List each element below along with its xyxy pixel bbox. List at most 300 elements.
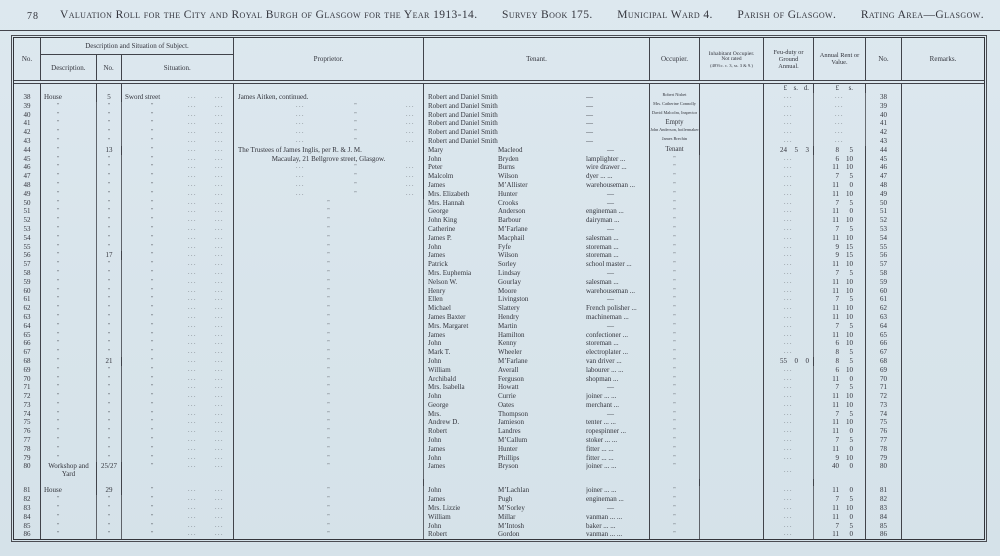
- proprietor-token: ...: [405, 173, 415, 180]
- situation-text: ": [151, 531, 154, 538]
- header-no: No.: [14, 38, 41, 80]
- rent-pounds: 8: [835, 348, 839, 357]
- cell-street-no: ": [97, 260, 122, 269]
- rent-pounds: 11: [832, 216, 839, 225]
- cell-description: House: [41, 93, 97, 102]
- cell-situation: [122, 486, 234, 495]
- cell-street-no: ": [97, 522, 122, 531]
- cell-feu-duty: ...: [764, 454, 814, 463]
- cell-street-no: 25/27: [97, 462, 122, 479]
- tenant-forename: Archibald: [428, 374, 456, 383]
- cell-tenant: [424, 383, 650, 392]
- table-row: [14, 243, 984, 252]
- feu-pence: 3: [805, 145, 809, 154]
- tenant-occupation: vanman ... ...: [586, 512, 623, 521]
- table-row: [14, 216, 984, 225]
- cell-proprietor: ": [234, 313, 424, 322]
- rent-pounds: 9: [835, 242, 839, 251]
- cell-proprietor: [234, 172, 424, 181]
- rent-shillings: 10: [846, 418, 853, 427]
- proprietor-token: ": [354, 164, 357, 171]
- situation-dots: ...: [188, 190, 197, 197]
- cell-proprietor: [234, 163, 424, 172]
- cell-occupier: ": [650, 260, 700, 269]
- tenant-surname: Macphail: [498, 233, 525, 242]
- cell-tenant: [424, 331, 650, 340]
- cell-proprietor: ": [234, 462, 424, 479]
- cell-remarks: [902, 93, 984, 102]
- tenant-occupation: warehouseman ...: [586, 286, 635, 295]
- cell-occupier: ": [650, 199, 700, 208]
- rent-shillings: 5: [849, 495, 853, 504]
- cell-tenant: [424, 278, 650, 287]
- cell-remarks: [902, 216, 984, 225]
- cell-row-no: 46: [14, 163, 41, 172]
- situation-dots: ...: [188, 445, 197, 452]
- cell-situation: [122, 172, 234, 181]
- cell-remarks: [902, 269, 984, 278]
- cell-description: ": [41, 454, 97, 463]
- running-title: [60, 9, 984, 21]
- situation-dots: ...: [215, 261, 224, 268]
- cell-remarks: [902, 504, 984, 513]
- cell-remarks: [902, 251, 984, 260]
- tenant-occupation: stoker ... ...: [586, 436, 618, 445]
- cell-proprietor: [234, 479, 424, 486]
- cell-occupier: ": [650, 383, 700, 392]
- cell-feu-duty: ...: [764, 339, 814, 348]
- rent-shillings: 5: [849, 198, 853, 207]
- cell-row-no-right: 75: [866, 418, 902, 427]
- situation-dots: ...: [188, 120, 197, 127]
- cell-row-no-right: 67: [866, 348, 902, 357]
- table-row: [14, 322, 984, 331]
- cell-description: ": [41, 102, 97, 111]
- table-row: [14, 427, 984, 436]
- cell-tenant: [424, 111, 650, 120]
- situation-dots: ...: [215, 531, 224, 538]
- situation-dots: ...: [188, 243, 197, 250]
- situation-dots: ...: [188, 252, 197, 259]
- cell-row-no-right: 86: [866, 530, 902, 539]
- rent-shillings: 0: [849, 462, 853, 471]
- cell-proprietor: ": [234, 522, 424, 531]
- situation-text: ": [151, 225, 154, 232]
- cell-description: ": [41, 383, 97, 392]
- cell-row-no: 44: [14, 146, 41, 155]
- cell-feu-duty: ...: [764, 102, 814, 111]
- cell-remarks: [902, 119, 984, 128]
- cell-feu-duty: ...: [764, 504, 814, 513]
- cell-situation: [122, 313, 234, 322]
- tenant-forename: Mrs. Hannah: [428, 198, 465, 207]
- situation-text: ": [151, 505, 154, 512]
- cell-inhabitant-occupier: [700, 504, 764, 513]
- cell-proprietor: ": [234, 348, 424, 357]
- cell-annual-rent: [814, 181, 866, 190]
- rent-pounds: 11: [832, 207, 839, 216]
- table-row: [14, 163, 984, 172]
- rent-pounds: 6: [835, 154, 839, 163]
- cell-annual-rent: [814, 199, 866, 208]
- cell-occupier: ": [650, 366, 700, 375]
- cell-situation: [122, 322, 234, 331]
- cell-row-no: 53: [14, 225, 41, 234]
- cell-feu-duty: ...: [764, 322, 814, 331]
- situation-text: ": [151, 208, 154, 215]
- cell-row-no: 54: [14, 234, 41, 243]
- situation-dots: ...: [188, 102, 197, 109]
- cell-inhabitant-occupier: [700, 410, 764, 419]
- feu-units: £ s. d.: [764, 84, 814, 93]
- cell-remarks: [902, 234, 984, 243]
- cell-situation: [122, 504, 234, 513]
- table-row: [14, 93, 984, 102]
- rent-shillings: 10: [846, 504, 853, 513]
- cell-tenant: [424, 216, 650, 225]
- tenant-occupation: —: [586, 101, 593, 110]
- situation-text: ": [151, 269, 154, 276]
- tenant-forename: Robert and Daniel Smith: [428, 119, 498, 128]
- cell-street-no: ": [97, 155, 122, 164]
- cell-occupier: Empty: [650, 119, 700, 128]
- cell-situation: [122, 199, 234, 208]
- tenant-surname: Bryden: [498, 154, 519, 163]
- rent-shillings: 5: [849, 383, 853, 392]
- cell-row-no-right: 52: [866, 216, 902, 225]
- rent-shillings: 5: [849, 348, 853, 357]
- tenant-occupation: —: [607, 268, 614, 277]
- cell-row-no-right: 48: [866, 181, 902, 190]
- cell-inhabitant-occupier: [700, 313, 764, 322]
- tenant-occupation: —: [586, 119, 593, 128]
- situation-dots: ...: [188, 357, 197, 364]
- tenant-surname: Slattery: [498, 304, 520, 313]
- cell-proprietor: ": [234, 486, 424, 495]
- table-row: [14, 366, 984, 375]
- cell-tenant: [424, 436, 650, 445]
- rent-pounds: 11: [832, 260, 839, 269]
- proprietor-token: ": [354, 120, 357, 127]
- cell-inhabitant-occupier: [700, 278, 764, 287]
- proprietor-token: ...: [296, 181, 305, 188]
- situation-dots: ...: [215, 419, 224, 426]
- cell-proprietor: ": [234, 401, 424, 410]
- cell-street-no: 5: [97, 93, 122, 102]
- cell-tenant: [424, 366, 650, 375]
- situation-text: ": [151, 287, 154, 294]
- tenant-surname: M’Farlane: [498, 356, 528, 365]
- cell-row-no: 47: [14, 172, 41, 181]
- situation-text: ": [151, 146, 154, 153]
- situation-dots: ...: [188, 522, 197, 529]
- cell-row-no-right: 78: [866, 445, 902, 454]
- cell-situation: [122, 348, 234, 357]
- cell-street-no: ": [97, 313, 122, 322]
- tenant-occupation: —: [607, 189, 614, 198]
- tenant-occupation: —: [607, 504, 614, 513]
- cell-annual-rent: [814, 287, 866, 296]
- tenant-occupation: —: [586, 136, 593, 145]
- situation-text: ": [151, 234, 154, 241]
- rent-shillings: 5: [849, 321, 853, 330]
- cell-feu-duty: [764, 479, 814, 486]
- rent-shillings: 5: [849, 224, 853, 233]
- cell-row-no-right: 81: [866, 486, 902, 495]
- cell-description: House: [41, 486, 97, 495]
- cell-description: ": [41, 269, 97, 278]
- cell-row-no-right: 49: [866, 190, 902, 199]
- tenant-forename: Mrs. Margaret: [428, 321, 469, 330]
- header-situation: Situation.: [163, 63, 191, 72]
- table-row: [14, 513, 984, 522]
- cell-feu-duty: ...: [764, 427, 814, 436]
- cell-tenant: [424, 102, 650, 111]
- header-occupier: Occupier.: [650, 38, 700, 80]
- cell-description: [41, 479, 97, 486]
- cell-occupier: ": [650, 454, 700, 463]
- cell-feu-duty: ...: [764, 495, 814, 504]
- tenant-forename: Mrs.: [428, 409, 442, 418]
- rent-pounds: 11: [832, 392, 839, 401]
- tenant-occupation: tenter ... ...: [586, 418, 616, 427]
- header-remarks: Remarks.: [929, 55, 957, 63]
- cell-tenant: [424, 339, 650, 348]
- situation-dots: ...: [215, 445, 224, 452]
- tenant-occupation: labourer ... ...: [586, 365, 624, 374]
- rent-shillings: 5: [849, 172, 853, 181]
- cell-street-no: ": [97, 427, 122, 436]
- header-proprietor: Proprietor.: [234, 38, 424, 80]
- cell-proprietor: ": [234, 495, 424, 504]
- cell-proprietor: ": [234, 234, 424, 243]
- cell-situation: [122, 479, 234, 486]
- situation-dots: ...: [215, 208, 224, 215]
- tenant-forename: George: [428, 207, 449, 216]
- running-head: [0, 9, 1000, 25]
- cell-situation: [122, 181, 234, 190]
- cell-feu-duty: ...: [764, 225, 814, 234]
- table-row: [14, 375, 984, 384]
- cell-occupier: ": [650, 486, 700, 495]
- cell-feu-duty: ...: [764, 260, 814, 269]
- cell-description: ": [41, 234, 97, 243]
- cell-description: ": [41, 304, 97, 313]
- cell-feu-duty: ...: [764, 207, 814, 216]
- cell-remarks: [902, 137, 984, 146]
- tenant-forename: John: [428, 486, 442, 495]
- cell-description: ": [41, 445, 97, 454]
- cell-row-no: 77: [14, 436, 41, 445]
- tenant-forename: John: [428, 356, 442, 365]
- cell-row-no: 69: [14, 366, 41, 375]
- cell-row-no: 82: [14, 495, 41, 504]
- cell-feu-duty: ...: [764, 486, 814, 495]
- cell-tenant: [424, 427, 650, 436]
- situation-dots: ...: [215, 164, 224, 171]
- cell-annual-rent: [814, 207, 866, 216]
- cell-row-no: 58: [14, 269, 41, 278]
- situation-text: ": [151, 155, 154, 162]
- cell-proprietor: ": [234, 207, 424, 216]
- cell-feu-duty: ...: [764, 366, 814, 375]
- cell-row-no-right: 55: [866, 243, 902, 252]
- tenant-occupation: dyer ... ...: [586, 172, 613, 181]
- cell-row-no-right: 70: [866, 375, 902, 384]
- rent-pounds: 11: [832, 312, 839, 321]
- cell-annual-rent: [814, 375, 866, 384]
- rent-shillings: 5: [849, 409, 853, 418]
- cell-annual-rent: [814, 260, 866, 269]
- cell-street-no: ": [97, 383, 122, 392]
- cell-row-no: 70: [14, 375, 41, 384]
- situation-dots: ...: [188, 155, 197, 162]
- cell-row-no: 39: [14, 102, 41, 111]
- cell-remarks: [902, 401, 984, 410]
- cell-annual-rent: ...: [814, 111, 866, 120]
- cell-proprietor: ": [234, 216, 424, 225]
- situation-dots: ...: [188, 234, 197, 241]
- situation-dots: ...: [188, 208, 197, 215]
- cell-feu-duty: ...: [764, 269, 814, 278]
- situation-dots: ...: [188, 181, 197, 188]
- tenant-forename: John: [428, 154, 442, 163]
- cell-annual-rent: [814, 339, 866, 348]
- situation-dots: ...: [215, 331, 224, 338]
- cell-situation: [122, 102, 234, 111]
- cell-tenant: [424, 269, 650, 278]
- cell-tenant: [424, 495, 650, 504]
- cell-tenant: [424, 522, 650, 531]
- table-row: [14, 102, 984, 111]
- cell-occupier: ": [650, 234, 700, 243]
- tenant-occupation: fitter ... ...: [586, 444, 614, 453]
- cell-tenant: [424, 445, 650, 454]
- rent-shillings: 10: [846, 453, 853, 462]
- cell-tenant: [424, 418, 650, 427]
- cell-street-no: ": [97, 234, 122, 243]
- cell-row-no-right: 64: [866, 322, 902, 331]
- cell-feu-duty: [764, 357, 814, 366]
- tenant-surname: M’Lachlan: [498, 486, 530, 495]
- cell-situation: [122, 190, 234, 199]
- cell-row-no-right: 80: [866, 462, 902, 479]
- situation-text: ": [151, 102, 154, 109]
- cell-proprietor: ": [234, 199, 424, 208]
- cell-row-no: 57: [14, 260, 41, 269]
- situation-dots: ...: [215, 305, 224, 312]
- cell-inhabitant-occupier: [700, 163, 764, 172]
- cell-proprietor: ": [234, 243, 424, 252]
- rent-shillings: 0: [849, 374, 853, 383]
- cell-street-no: ": [97, 454, 122, 463]
- cell-occupier: ": [650, 331, 700, 340]
- cell-description: ": [41, 375, 97, 384]
- situation-dots: ...: [215, 234, 224, 241]
- cell-row-no: 61: [14, 295, 41, 304]
- tenant-forename: Nelson W.: [428, 277, 458, 286]
- tenant-forename: Robert and Daniel Smith: [428, 110, 498, 119]
- cell-street-no: ": [97, 269, 122, 278]
- proprietor-token: ": [354, 173, 357, 180]
- cell-row-no-right: 85: [866, 522, 902, 531]
- cell-street-no: ": [97, 495, 122, 504]
- cell-description: ": [41, 504, 97, 513]
- cell-occupier: ": [650, 163, 700, 172]
- cell-street-no: ": [97, 513, 122, 522]
- cell-description: ": [41, 278, 97, 287]
- cell-annual-rent: [814, 313, 866, 322]
- cell-feu-duty: ...: [764, 445, 814, 454]
- situation-dots: ...: [188, 375, 197, 382]
- rent-shillings: 10: [846, 392, 853, 401]
- table-row: [14, 119, 984, 128]
- tenant-occupation: merchant ...: [586, 400, 620, 409]
- cell-inhabitant-occupier: [700, 207, 764, 216]
- cell-situation: [122, 304, 234, 313]
- cell-street-no: 21: [97, 357, 122, 366]
- municipal-ward-label: Municipal Ward 4.: [617, 9, 713, 21]
- cell-inhabitant-occupier: [700, 486, 764, 495]
- rent-pounds: 11: [832, 444, 839, 453]
- tenant-forename: John: [428, 392, 442, 401]
- tenant-surname: Hendry: [498, 312, 519, 321]
- cell-remarks: [902, 486, 984, 495]
- cell-annual-rent: ...: [814, 128, 866, 137]
- rent-pounds: 7: [835, 224, 839, 233]
- table-row: [14, 383, 984, 392]
- cell-proprietor: ": [234, 513, 424, 522]
- cell-occupier: ": [650, 269, 700, 278]
- cell-street-no: ": [97, 304, 122, 313]
- tenant-occupation: —: [586, 128, 593, 137]
- situation-dots: ...: [215, 357, 224, 364]
- cell-feu-duty: ...: [764, 243, 814, 252]
- rent-pounds: 7: [835, 268, 839, 277]
- situation-dots: ...: [188, 111, 197, 118]
- cell-description: ": [41, 295, 97, 304]
- tenant-forename: Robert: [428, 427, 448, 436]
- rent-shillings: 0: [849, 486, 853, 495]
- tenant-surname: Crooks: [498, 198, 519, 207]
- cell-remarks: [902, 146, 984, 155]
- cell-occupier: ": [650, 504, 700, 513]
- proprietor-token: ...: [405, 137, 415, 144]
- cell-annual-rent: [814, 243, 866, 252]
- cell-row-no-right: 84: [866, 513, 902, 522]
- situation-dots: ...: [188, 454, 197, 461]
- document-title: Valuation Roll for the City and Royal Burgh of Glasgow for the Year 1913-14.: [60, 9, 478, 21]
- cell-remarks: [902, 513, 984, 522]
- tenant-surname: Hunter: [498, 444, 518, 453]
- cell-row-no: 56: [14, 251, 41, 260]
- cell-occupier: [650, 479, 700, 486]
- situation-text: ": [151, 243, 154, 250]
- cell-feu-duty: ...: [764, 172, 814, 181]
- tenant-forename: James: [428, 444, 446, 453]
- cell-situation: [122, 119, 234, 128]
- table-row: [14, 287, 984, 296]
- cell-row-no-right: 71: [866, 383, 902, 392]
- cell-remarks: [902, 410, 984, 419]
- situation-dots: ...: [215, 217, 224, 224]
- rent-pounds: 7: [835, 321, 839, 330]
- table-row: [14, 486, 984, 495]
- tenant-occupation: storeman ...: [586, 242, 619, 251]
- rent-pounds: 7: [835, 383, 839, 392]
- tenant-occupation: French polisher ...: [586, 304, 637, 313]
- tenant-surname: M’Sorley: [498, 504, 525, 513]
